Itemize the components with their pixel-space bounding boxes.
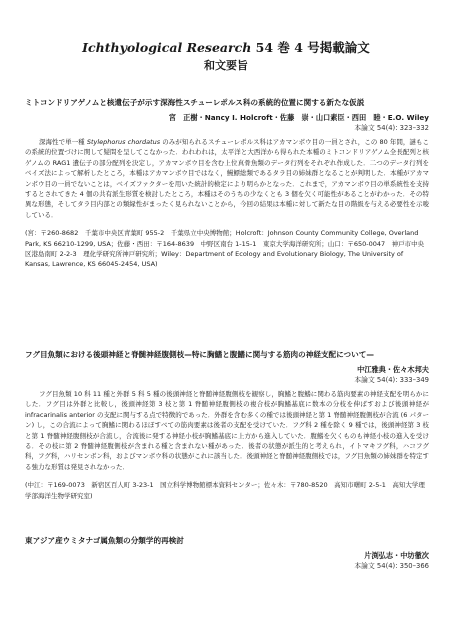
species-name: Stylephorus chordatus [86, 138, 161, 146]
article-2 [25, 349, 429, 501]
article-abstract: フグ目魚類 10 科 11 種と外群 5 科 5 種の後頭神経と脊髄神経腹側枝を観察し，胸鰭と腹鰭に関わる筋肉要素の神経支配を明らかにした．フグ目は外群と比較し，後頭神経第 3 枝と第 1 脊髄神経腹側枝の複合枝が胸鰭基底に数本の分枝を伸ばすおよび後頭神経が infracarinalis anterior の支配に関与する点で特徴的であった．外群を含む多くの種では後頭神経と第 1 脊髄神経腹側枝が合流 (6 パターン) し，この合流によって胸鰭に関わるほぼすべての筋肉要素は後者の支配を受けていた．フグ科 2 種を除く 9 種では，後頭神経第 3 枝と第 1 脊髄神経腹側枝が合流し，合流後に発する神経小枝が胸鰭基底に上方から進入していた．腹鰭を欠くものも神経小枝の進入を受ける．その枝に第 2 脊髄神経腹側枝が含まれる種と含まれない種があった．後者の状態が派生的と考えられ，イトマキフグ科，ハコフグ科，フグ科，ハリセンボン科，およびマンボウ科の状態がこれに該当した．後頭神経と脊髄神経腹側枝では，フグ目魚類の姉妹群を特定する強力な形質は発見されなかった． [25, 390, 429, 471]
journal-name: Ichthyological Research [82, 40, 252, 55]
article-affiliations: (中江：〒169-0073 新宿区百人町 3-23-1 国立科学博物館標本資料センター；佐々木：〒780-8520 高知市曙町 2-5-1 高知大学理学部海洋生物学研究室) [25, 481, 425, 500]
article-abstract [25, 137, 429, 220]
page-title [0, 40, 452, 56]
article-title: ミトコンドリアゲノムと核遺伝子が示す深海性スチューレポルス科の系統的位置に関する新たな仮説 [25, 98, 365, 107]
article-authors: 片渕弘志・中坊徹次 [364, 551, 429, 560]
article-citation: 本論文 54(4): 333–349 [354, 376, 429, 384]
article-affiliations: (宮：〒260-8682 千葉市中央区青葉町 955-2 千葉県立中央博物館；Holcroft：Johnson County Community College, Overland Park, KS 66210-1299, USA；佐藤・西田：〒164-8639 中野区南台 1-15-1 東京大学海洋研究所；山口：〒650-0047 神戸市中央区港島南町 2-2-3 理化学研究所神戸研究所；Wiley：Department of Ecology and Evolutionary Biology, The University of Kansas, Lawrence, KS 66045-2454, USA) [25, 229, 425, 269]
abstract-intro: 深海性で単一種 [39, 138, 87, 146]
article-citation: 本論文 54(4): 323–332 [354, 124, 429, 132]
abstract-rest: のみが知られるスチューレポルス科はアカマンボウ目の一員とされ，この 80 年間，謎もこの系統的位置づけに関して疑問を呈してこなかった．われわれは，太平洋と大西洋から得られた本種のミトコンドリアゲノム全長配列と核ゲノムの RAG1 遺伝子の部分配列を決定し，アカマンボウ目を含む上位真骨魚類のデータ行列をそれぞれ作成した．二つのデータ行列をベイズ法によって解析したところ，本種はアカマンボウ目ではなく，鰻鰾総類であるタラ目の姉妹群となることが判明した．本種がアカマンボウ目の一員でないことは，ベイズファクターを用いた統計的検定により明らかとなった．これまで，アカマンボウ目の単系統性を支持するとされてきた 4 個の共有派生形質を検討したところ，本種はそのうちの少なくとも 3 個を欠く可能性があることがわかった．その特異な形態，そしてタラ目内部との類縁性がまったく見られないことから，今回の結果は本種に対して新たな目の階級を与える必要性を示唆している． [25, 138, 429, 219]
volume-issue: 54 巻 4 号掲載論文 [251, 40, 370, 55]
article-title: フグ目魚類における後頭神経と脊髄神経腹側枝—特に胸鰭と腹鰭に関与する筋肉の神経支配について— [25, 350, 374, 359]
page-subtitle: 和文要旨 [204, 59, 248, 72]
article-1 [25, 97, 429, 270]
article-authors: 中江雅典・佐々木邦夫 [357, 365, 429, 374]
article-citation: 本論文 54(4): 350–366 [354, 562, 429, 570]
article-authors: 宮 正樹・Nancy I. Holcroft・佐藤 崇・山口素臣・西田 睦・E.O. Wiley [168, 113, 429, 122]
page-header [0, 40, 452, 73]
article-title: 東アジア産ウミタナゴ属魚類の分類学的再検討 [25, 536, 184, 545]
article-3 [25, 535, 429, 571]
